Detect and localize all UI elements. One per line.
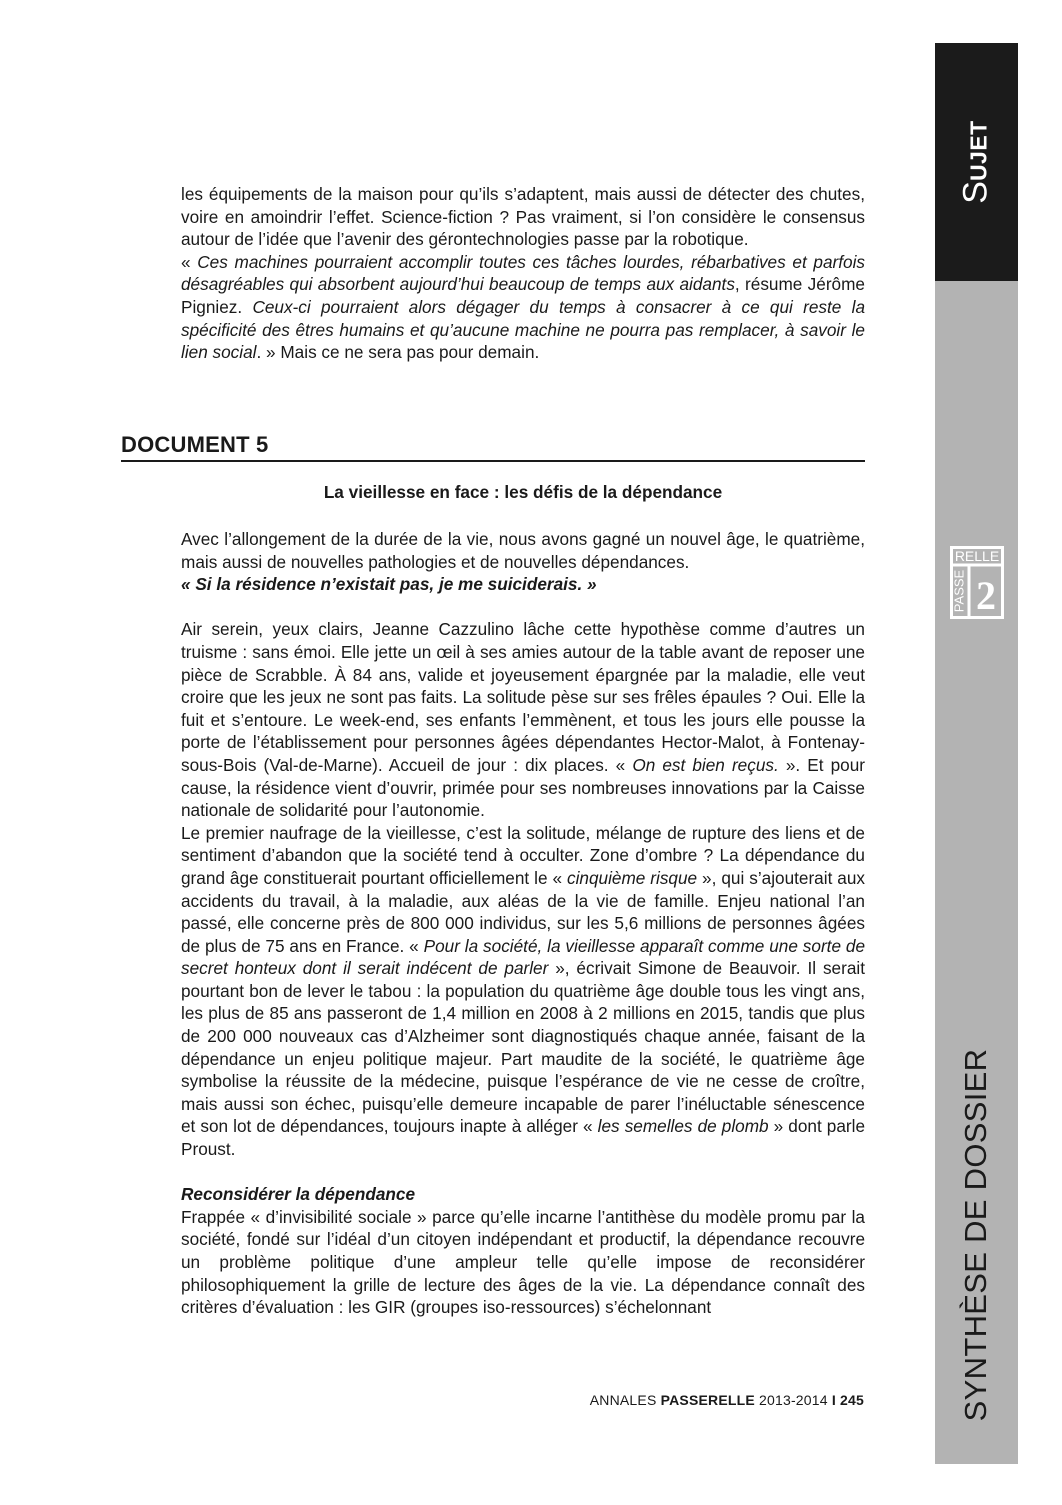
sidebar-sujet-label: SUJET — [956, 120, 995, 204]
footer-brand: PASSERELLE — [660, 1392, 755, 1408]
paragraph-jeanne: Air serein, yeux clairs, Jeanne Cazzulino lâche cette hypothèse comme d’autres un truisme : sans émoi. Elle jette un œil à ses amies autour de la table avant de reposer une pièce de Scrabble. À 84 ans, valide et joyeusement épargnée par la maladie, elle veut croire que les jeux ne sont pas faits. La solitude pèse sur ses frêles épaules ? Oui. Elle la fuit et s’entoure. Le week-end, ses enfants l’emmènent, et tous les jours elle pousse la porte de l’établissement pour personnes âgées dépendantes Hector-Malot, à Fontenay-sous-Bois (Val-de-Marne). Accueil de jour : dix places. « On est bien reçus. ». Et pour cause, la résidence vient d’ouvrir, primée pour ses nombreuses innovations par la Caisse nationale de solidarité pour l’autonomie. — [181, 619, 865, 821]
paragraph-quote: « Ces machines pourraient accomplir toutes ces tâches lourdes, rébarbatives et parfois désagréables qui absorbent aujourd’hui beaucoup de temps aux aidants, résume Jérôme Pigniez. Ceux-ci pourraient alors dégager du temps à consacrer à ce qui reste la spécificité des êtres humains et qu’aucune machine ne pourra pas remplacer, à savoir le lien social. » Mais ce ne sera pas pour demain. — [181, 251, 866, 363]
page-number: 245 — [835, 1392, 864, 1408]
continuation-text — [181, 183, 865, 364]
document-title: La vieillesse en face : les défis de la dépendance — [323, 482, 723, 502]
document-heading: DOCUMENT 5 — [121, 432, 865, 462]
paragraph-invisibilite: Frappée « d’invisibilité sociale » parce qu’elle incarne l’antithèse du modèle promu par la société, fondé sur l’idéal d’un citoyen indépendant et productif, la dépendance recouvre un problème politique d’une ampleur telle qu’elle impose de reconsidérer philosophiquement la grille de lecture des âges de la vie. La dépendance connaît des critères d’évaluation : les GIR (groupes iso-ressources) s’échelonnant — [181, 1206, 865, 1318]
paragraph-robotics: les équipements de la maison pour qu’ils s’adaptent, mais aussi de détecter des chutes, voire en amoindrir l’effet. Science-fiction ? Pas vraiment, si l’on considère le consensus autour de l’idée que l’avenir des gérontechnologies passe par la robotique. — [181, 184, 865, 250]
page-footer: ANNALES PASSERELLE 2013-2014 I 245 — [589, 1392, 864, 1408]
logo-text-side: PASSE — [951, 569, 967, 613]
sidebar-section-label: SYNTHÈSE DE DOSSIER — [958, 1048, 993, 1422]
pull-quote: « Si la résidence n’existait pas, je me suiciderais. » — [181, 574, 597, 595]
subheading: Reconsidérer la dépendance — [181, 1184, 416, 1205]
paragraph-naufrage: Le premier naufrage de la vieillesse, c’est la solitude, mélange de rupture des liens et de sentiment d’abandon que la société tend à occulter. Zone d’ombre ? La dépendance du grand âge constituerait pourtant officiellement le « cinquième risque », qui s’ajouterait aux accidents du travail, à la maladie, aux aléas de la vie de famille. Enjeu national l’an passé, elle concerne près de 800 000 individus, sur les 5,6 millions de personnes âgées de plus de 75 ans en France. « Pour la société, la vieillesse apparaît comme une sorte de secret honteux dont il serait indécent de parler », écrivait Simone de Beauvoir. Il serait pourtant bon de lever le tabou : la population du quatrième âge double tous les vingt ans, les plus de 85 ans passeront de 1,4 million en 2008 à 2 millions en 2015, tandis que plus de 200 000 nouveaux cas d’Alzheimer sont diagnostiqués chaque année, faisant de la dépendance un enjeu politique majeur. Part maudite de la société, le quatrième âge symbolise la réussite de la médecine, puisque l’espérance de vie ne cesse de croître, mais aussi son échec, puisqu’elle demeure incapable de parer l’inéluctable sénescence et son lot de dépendances, toujours inapte à alléger « les semelles de plomb » dont parle Proust. — [181, 822, 866, 1160]
logo-number: 2 — [976, 573, 996, 618]
intro-paragraph: Avec l’allongement de la durée de la vie, nous avons gagné un nouvel âge, le quatrième, mais aussi de nouvelles pathologies et de nouvelles dépendances. — [181, 529, 865, 572]
document-body — [181, 528, 865, 1319]
passerelle-logo-icon — [950, 546, 1004, 619]
logo-text-top: RELLE — [954, 548, 1000, 564]
